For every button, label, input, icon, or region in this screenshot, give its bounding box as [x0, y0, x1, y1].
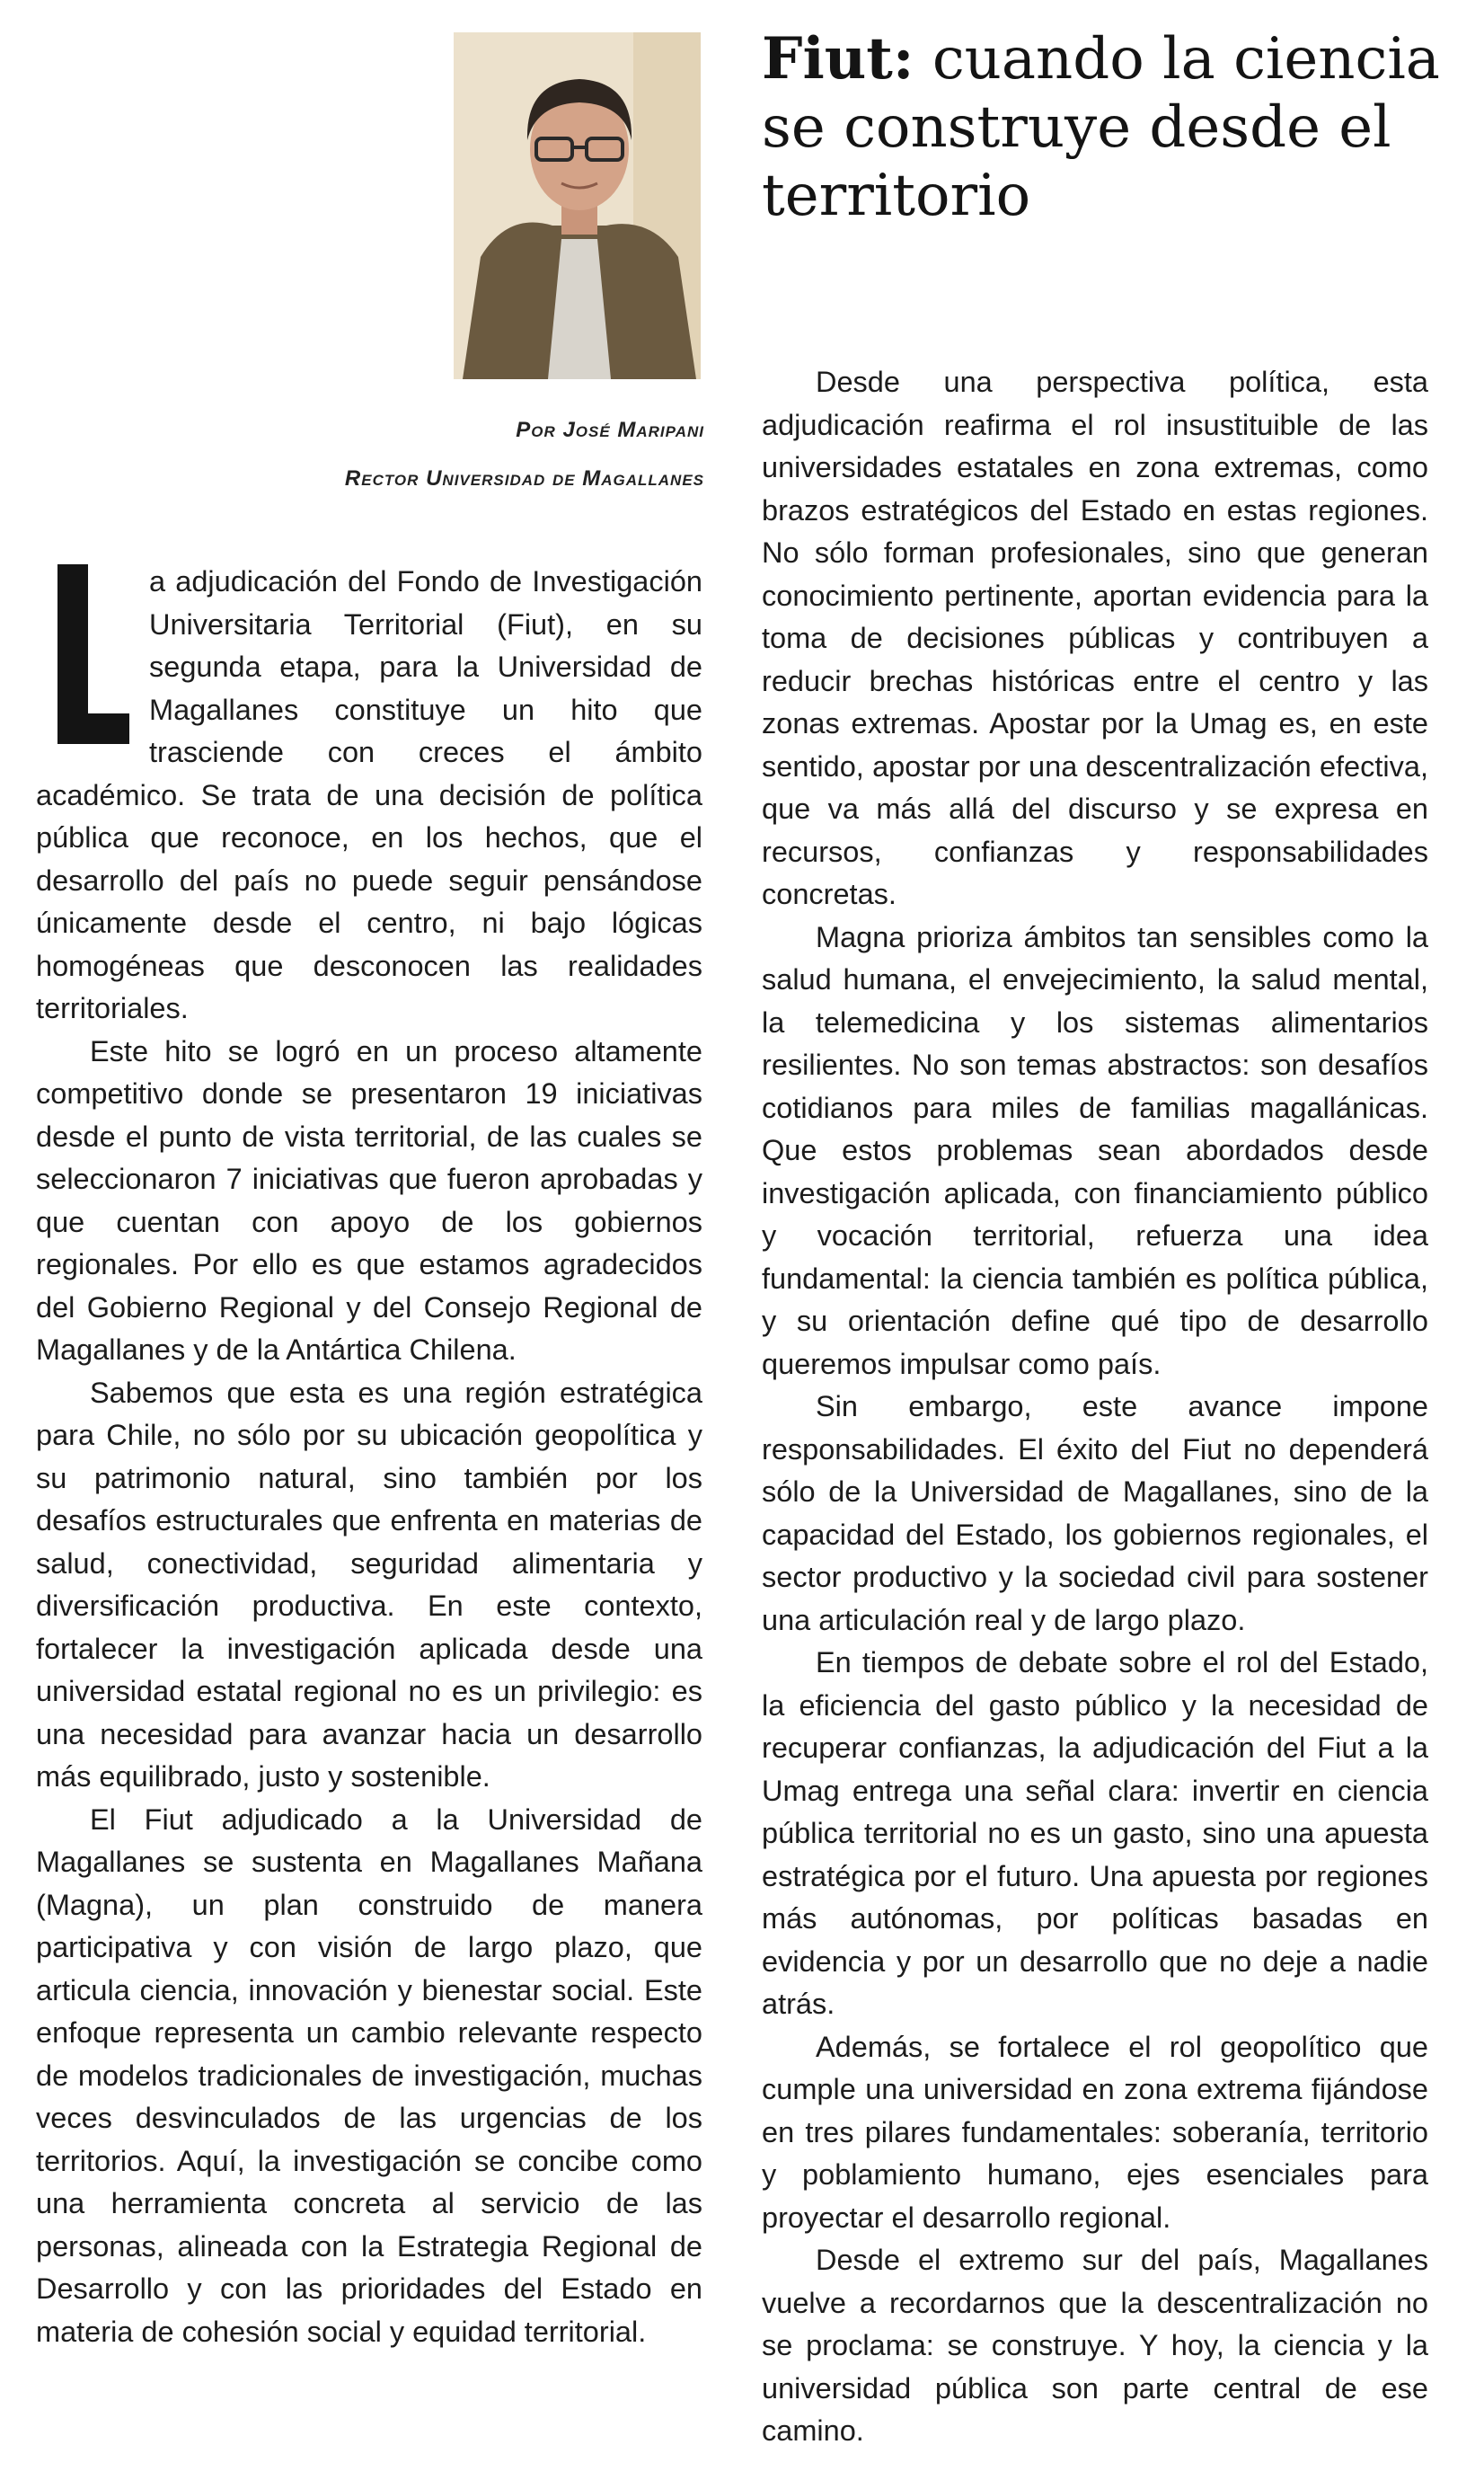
paragraph-4: El Fiut adjudicado a la Universidad de Magallanes se sustenta en Magallanes Mañana (Magna), un plan construido de manera participativa y con visión de largo plazo, que articula ciencia, innovación y bienestar social. Este enfoque representa un cambio relevante respecto de modelos tradicionales de investigación, muchas veces desvinculados de las urgencias de los territorios. Aquí, la investigación se concibe como una herramienta concreta al servicio de las personas, alineada con la Estrategia Regional de Desarrollo y con las prioridades del Estado en materia de cohesión social y equidad territorial. — [36, 1802, 702, 2348]
headline-rest: cuando la ciencia se construye desde el territorio — [762, 26, 1440, 229]
paragraph-6: Magna prioriza ámbitos tan sensibles como la salud humana, el envejecimiento, la salud mental, la telemedicina y los sistemas alimentarios resilientes. No son temas abstractos: son desafíos cotidianos para miles de familias magallánicas. Que estos problemas sean abordados desde investigación aplicada, con financiamiento público y vocación territorial, refuerza una idea fundamental: la ciencia también es política pública, y su orientación define qué tipo de desarrollo queremos impulsar como país. — [762, 920, 1428, 1380]
paragraph-5: Desde una perspectiva política, esta adjudicación reafirma el rol insustituible de las universidades estatales en zona extremas, como brazos estratégicos del Estado en estas regiones. No sólo forman profesionales, sino que generan conocimiento pertinente, aportan evidencia para la toma de decisiones públicas y contribuyen a reducir brechas históricas entre el centro y las zonas extremas. Apostar por la Umag es, en este sentido, apostar por una descentralización efectiva, que va más allá del discurso y se expresa en recursos, confianzas y responsabilidades concretas. — [762, 366, 1428, 910]
author-role: Rector Universidad de Magallanes — [344, 466, 704, 491]
author-photo — [454, 32, 701, 379]
article-headline — [762, 25, 1462, 230]
paragraph-8: En tiempos de debate sobre el rol del Estado, la eficiencia del gasto público y la necesidad de recuperar confianzas, la adjudicación del Fiut a la Umag entrega una señal clara: invertir en ciencia pública territorial no es un gasto, sino una apuesta estratégica por el futuro. Una apuesta por regiones más autónomas, por políticas basadas en evidencia y por un desarrollo que no deje a nadie atrás. — [762, 1646, 1428, 2020]
paragraph-1: a adjudicación del Fondo de Investigación Universitaria Territorial (Fiut), en su segunda etapa, para la Universidad de Magallanes constituye un hito que trasciende con creces el ámbito académico. Se trata de una decisión de política pública que reconoce, en los hechos, que el desarrollo del país no puede seguir pensándose únicamente desde el centro, ni bajo lógicas homogéneas que desconocen las realidades territoriales. — [36, 561, 702, 1031]
author-name: Por José Maripani — [516, 418, 704, 442]
paragraph-7: Sin embargo, este avance impone responsabilidades. El éxito del Fiut no dependerá sólo de la Universidad de Magallanes, sino de la capacidad del Estado, los gobiernos regionales, el sector productivo y la sociedad civil para sostener una articulación real y de largo plazo. — [762, 1390, 1428, 1636]
left-column — [36, 561, 702, 2353]
paragraph-3: Sabemos que esta es una región estratégica para Chile, no sólo por su ubicación geopolítica y su patrimonio natural, sino también por los desafíos estructurales que enfrenta en materias de salud, conectividad, seguridad alimentaria y diversificación productiva. En este contexto, fortalecer la investigación aplicada desde una universidad estatal regional no es un privilegio: es una necesidad para avanzar hacia un desarrollo más equilibrado, justo y sostenible. — [36, 1376, 702, 1793]
author-portrait-image — [454, 32, 701, 379]
paragraph-2: Este hito se logró en un proceso altamente competitivo donde se presentaron 19 iniciativas desde el punto de vista territorial, de las cuales se seleccionaron 7 iniciativas que fueron aprobadas y que cuentan con apoyo de los gobiernos regionales. Por ello es que estamos agradecidos del Gobierno Regional y del Consejo Regional de Magallanes y de la Antártica Chilena. — [36, 1034, 702, 1366]
paragraph-9: Además, se fortalece el rol geopolítico que cumple una universidad en zona extrema fijándose en tres pilares fundamentales: soberanía, territorio y poblamiento humano, ejes esenciales para proyectar el desarrollo regional. — [762, 2030, 1428, 2234]
right-column — [762, 361, 1428, 2453]
dropcap-l — [36, 561, 129, 748]
paragraph-10: Desde el extremo sur del país, Magallanes vuelve a recordarnos que la descentralización no se proclama: se construye. Y hoy, la ciencia y la universidad pública son parte central de ese camino. — [762, 2244, 1428, 2447]
byline — [345, 406, 704, 503]
headline-lead: Fiut: — [762, 25, 914, 93]
